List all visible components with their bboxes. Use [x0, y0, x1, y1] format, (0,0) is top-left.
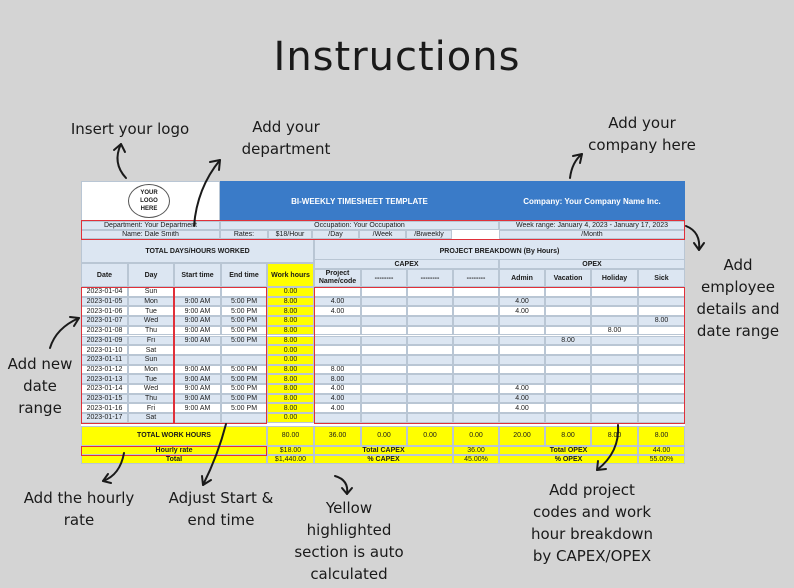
- note-yellow-line: highlighted: [306, 521, 392, 539]
- hourly-rate-label: Hourly rate: [81, 446, 267, 455]
- table-cell: Wed: [128, 384, 174, 394]
- total-opex-value: 44.00: [638, 446, 685, 455]
- rate-field: Rates:: [220, 230, 268, 239]
- total-work-hours-label: TOTAL WORK HOURS: [81, 426, 267, 446]
- table-cell: 4.00: [499, 306, 545, 316]
- table-cell: Sat: [128, 345, 174, 355]
- capex-header: CAPEX: [314, 259, 499, 269]
- column-header: Sick: [638, 269, 685, 287]
- total-days-header: TOTAL DAYS/HOURS WORKED: [81, 239, 314, 263]
- table-cell: 8.00: [267, 306, 314, 316]
- table-cell: 8.00: [545, 336, 591, 346]
- highlight-hourly-rate: [81, 446, 267, 456]
- note-hourly-rate-line: rate: [63, 511, 95, 529]
- total-cell: 36.00: [314, 426, 361, 446]
- table-cell: 4.00: [314, 297, 361, 307]
- note-employee-details: [690, 254, 786, 342]
- table-cell: 8.00: [267, 316, 314, 326]
- highlight-date-range: [81, 287, 174, 424]
- table-cell: 9:00 AM: [174, 374, 221, 384]
- department-field: Department: Your Department: [81, 221, 220, 230]
- table-cell: 0.00: [267, 345, 314, 355]
- note-insert-logo: Insert your logo: [70, 120, 190, 138]
- highlight-employee-details: [81, 220, 685, 240]
- note-hourly-rate: [20, 487, 138, 531]
- note-start-end-line: Adjust Start &: [168, 489, 274, 507]
- table-cell: 9:00 AM: [174, 297, 221, 307]
- table-cell: 2023-01-11: [81, 355, 128, 365]
- column-header: Day: [128, 263, 174, 287]
- column-header: --------: [453, 269, 499, 287]
- table-cell: 5:00 PM: [221, 306, 267, 316]
- table-cell: 0.00: [267, 287, 314, 297]
- table-cell: Thu: [128, 394, 174, 404]
- timesheet-template: [81, 181, 685, 463]
- table-cell: 9:00 AM: [174, 306, 221, 316]
- note-project-codes-line: by CAPEX/OPEX: [532, 547, 652, 565]
- table-cell: 8.00: [267, 336, 314, 346]
- table-cell: 0.00: [267, 355, 314, 365]
- column-header: --------: [407, 269, 453, 287]
- table-cell: Fri: [128, 403, 174, 413]
- pct-opex-label: % OPEX: [499, 455, 638, 464]
- column-header: Vacation: [545, 269, 591, 287]
- column-header: Work hours: [267, 263, 314, 287]
- table-cell: 8.00: [267, 384, 314, 394]
- total-cell: 0.00: [453, 426, 499, 446]
- total-label: Total: [81, 455, 267, 464]
- table-cell: Tue: [128, 374, 174, 384]
- total-cell: 80.00: [267, 426, 314, 446]
- arrow-employee: [686, 226, 699, 250]
- table-cell: Wed: [128, 316, 174, 326]
- table-cell: 9:00 AM: [174, 394, 221, 404]
- table-cell: Thu: [128, 326, 174, 336]
- table-cell: 5:00 PM: [221, 365, 267, 375]
- note-yellow-line: Yellow: [325, 499, 373, 517]
- column-header: Project Name/code: [314, 269, 361, 287]
- note-employee-line: employee: [700, 278, 776, 296]
- table-cell: 2023-01-05: [81, 297, 128, 307]
- employee-name: Name: Dale Smith: [81, 230, 220, 239]
- table-cell: 4.00: [314, 394, 361, 404]
- rate-field: $18/Hour: [268, 230, 312, 239]
- note-project-codes: [522, 479, 662, 567]
- table-cell: 2023-01-15: [81, 394, 128, 404]
- total-opex-label: Total OPEX: [499, 446, 638, 455]
- table-cell: 4.00: [314, 403, 361, 413]
- note-project-codes-line: Add project: [549, 481, 635, 499]
- arrow-logo: [117, 144, 126, 178]
- table-cell: 2023-01-09: [81, 336, 128, 346]
- table-cell: Mon: [128, 365, 174, 375]
- column-header: Date: [81, 263, 128, 287]
- table-cell: 9:00 AM: [174, 326, 221, 336]
- table-cell: 5:00 PM: [221, 403, 267, 413]
- table-cell: 2023-01-13: [81, 374, 128, 384]
- total-capex-value: 36.00: [453, 446, 499, 455]
- table-cell: 4.00: [499, 384, 545, 394]
- note-department: [236, 116, 336, 160]
- note-employee-line: date range: [696, 322, 780, 340]
- highlight-start-end: [174, 287, 267, 424]
- note-employee-line: Add: [723, 256, 753, 274]
- table-cell: Sun: [128, 287, 174, 297]
- note-date-range-line: Add new: [7, 355, 73, 373]
- pct-opex-value: 55.00%: [638, 455, 685, 464]
- column-header: Holiday: [591, 269, 638, 287]
- opex-header: OPEX: [499, 259, 685, 269]
- table-cell: 2023-01-04: [81, 287, 128, 297]
- table-cell: 8.00: [267, 365, 314, 375]
- note-date-range: [0, 353, 80, 419]
- pct-capex-label: % CAPEX: [314, 455, 453, 464]
- rate-field: /Day: [312, 230, 359, 239]
- table-cell: 0.00: [267, 413, 314, 423]
- total-value: $1,440.00: [267, 455, 314, 464]
- table-cell: 4.00: [499, 394, 545, 404]
- logo-placeholder: YOUR LOGO HERE: [128, 184, 170, 218]
- note-company: [582, 112, 702, 156]
- rate-field: /Biweekly: [406, 230, 452, 239]
- note-department-line: Add your: [252, 118, 320, 136]
- table-cell: 9:00 AM: [174, 403, 221, 413]
- table-cell: 8.00: [638, 316, 685, 326]
- sheet-title: BI-WEEKLY TIMESHEET TEMPLATE: [220, 181, 499, 221]
- table-cell: Tue: [128, 306, 174, 316]
- note-company-line: Add your: [608, 114, 676, 132]
- table-cell: 4.00: [499, 297, 545, 307]
- table-cell: 2023-01-10: [81, 345, 128, 355]
- table-cell: 9:00 AM: [174, 365, 221, 375]
- column-header: End time: [221, 263, 267, 287]
- page-title: Instructions: [273, 34, 521, 80]
- note-hourly-rate-line: Add the hourly: [23, 489, 135, 507]
- note-yellow-line: section is auto: [294, 543, 404, 561]
- table-cell: Mon: [128, 297, 174, 307]
- arrow-yellow: [335, 476, 347, 494]
- table-cell: 4.00: [499, 403, 545, 413]
- column-header: Admin: [499, 269, 545, 287]
- total-cell: 8.00: [638, 426, 685, 446]
- arrow-date-range: [50, 318, 79, 348]
- note-company-line: company here: [588, 136, 696, 154]
- note-date-range-line: date range: [18, 377, 62, 417]
- table-cell: 8.00: [314, 365, 361, 375]
- table-cell: 2023-01-17: [81, 413, 128, 423]
- logo-cell: [81, 181, 220, 221]
- table-cell: 5:00 PM: [221, 394, 267, 404]
- rate-field: /Month: [499, 230, 685, 239]
- total-cell: 0.00: [407, 426, 453, 446]
- total-cell: 8.00: [591, 426, 638, 446]
- company-name: Company: Your Company Name Inc.: [499, 181, 685, 221]
- note-yellow-line: calculated: [310, 565, 388, 583]
- note-project-codes-line: codes and work: [532, 503, 652, 521]
- table-cell: 2023-01-06: [81, 306, 128, 316]
- table-cell: Fri: [128, 336, 174, 346]
- rate-field: /Week: [359, 230, 406, 239]
- table-cell: 9:00 AM: [174, 316, 221, 326]
- table-cell: 2023-01-12: [81, 365, 128, 375]
- table-cell: 8.00: [267, 297, 314, 307]
- table-cell: 8.00: [267, 403, 314, 413]
- table-cell: 9:00 AM: [174, 336, 221, 346]
- table-cell: 8.00: [267, 374, 314, 384]
- note-yellow: [287, 497, 411, 585]
- column-header: --------: [361, 269, 407, 287]
- table-cell: 8.00: [267, 394, 314, 404]
- table-cell: 5:00 PM: [221, 374, 267, 384]
- total-cell: 0.00: [361, 426, 407, 446]
- week-range-field: Week range: January 4, 2023 - January 17, 2023: [499, 221, 685, 230]
- pct-capex-value: 45.00%: [453, 455, 499, 464]
- highlight-project-breakdown: [314, 287, 685, 424]
- table-cell: 4.00: [314, 384, 361, 394]
- table-cell: 4.00: [314, 306, 361, 316]
- table-cell: 5:00 PM: [221, 297, 267, 307]
- total-cell: 20.00: [499, 426, 545, 446]
- total-capex-label: Total CAPEX: [314, 446, 453, 455]
- table-cell: 8.00: [591, 326, 638, 336]
- table-cell: 8.00: [267, 326, 314, 336]
- table-cell: 5:00 PM: [221, 384, 267, 394]
- table-cell: 5:00 PM: [221, 336, 267, 346]
- table-cell: 2023-01-07: [81, 316, 128, 326]
- table-cell: 2023-01-14: [81, 384, 128, 394]
- hourly-rate-value: $18.00: [267, 446, 314, 455]
- table-cell: Sun: [128, 355, 174, 365]
- occupation-field: Occupation: Your Occupation: [220, 221, 499, 230]
- note-start-end-line: end time: [187, 511, 255, 529]
- table-cell: 9:00 AM: [174, 384, 221, 394]
- total-cell: 8.00: [545, 426, 591, 446]
- note-project-codes-line: hour breakdown: [530, 525, 654, 543]
- table-cell: 2023-01-08: [81, 326, 128, 336]
- table-cell: 2023-01-16: [81, 403, 128, 413]
- table-cell: Sat: [128, 413, 174, 423]
- project-breakdown-header: PROJECT BREAKDOWN (By Hours): [314, 239, 685, 263]
- table-cell: 5:00 PM: [221, 326, 267, 336]
- note-start-end: [162, 487, 280, 531]
- table-cell: 5:00 PM: [221, 316, 267, 326]
- note-department-line: department: [241, 140, 331, 158]
- note-employee-line: details and: [696, 300, 780, 318]
- table-cell: 8.00: [314, 374, 361, 384]
- arrow-company: [570, 154, 582, 178]
- column-header: Start time: [174, 263, 221, 287]
